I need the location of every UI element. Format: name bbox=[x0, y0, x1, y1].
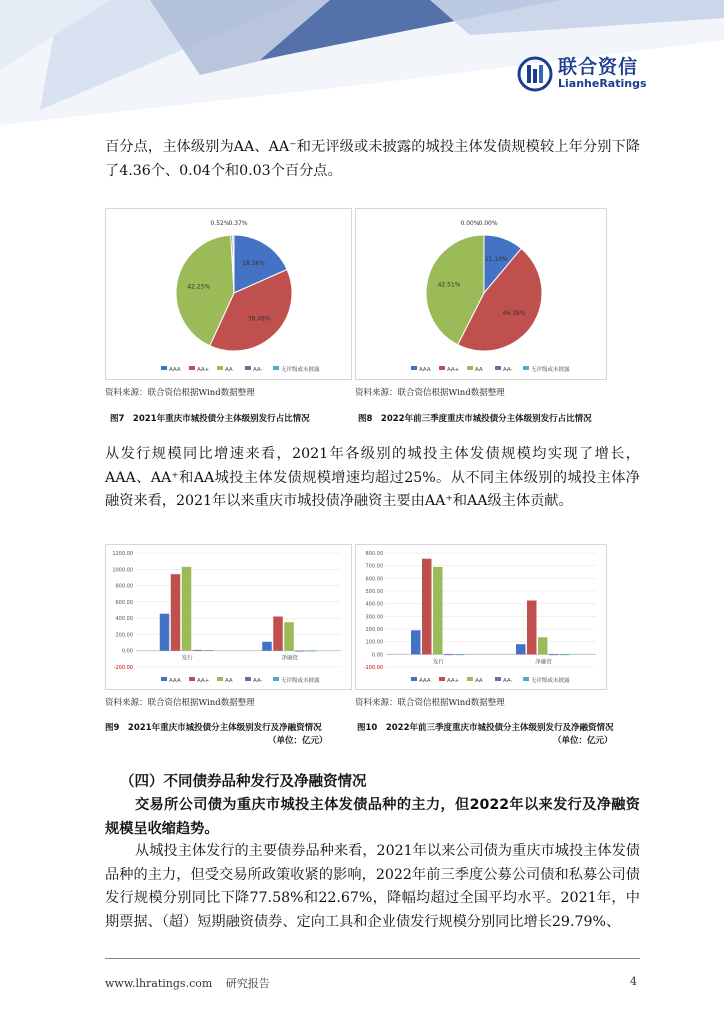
bar-1-4 bbox=[560, 654, 570, 655]
legend-label-2: AA bbox=[475, 678, 483, 684]
bar-1-4 bbox=[306, 651, 316, 652]
pie-label-0: 18.36% bbox=[242, 259, 266, 267]
y-tick-label: -200.00 bbox=[113, 665, 133, 671]
logo-cn-text: 联合资信 bbox=[558, 56, 639, 78]
pie-label-4: 0.00% bbox=[478, 220, 498, 227]
y-tick-label: 300.00 bbox=[365, 614, 383, 621]
y-tick-label: 600.00 bbox=[365, 576, 383, 583]
y-tick-label: 500.00 bbox=[365, 589, 383, 595]
fig9-chart-box bbox=[105, 544, 352, 690]
paragraph-2: 从发行规模同比增速来看，2021年各级别的城投主体发债规模均实现了增长，AAA、AA⁺和AA城投主体发债规模增速均超过25%。从不同主体级别的城投主体净融资来看，2021年以来重庆市城投债净融资主要由AA⁺和AA级主体贡献。 bbox=[105, 446, 640, 509]
footer-left bbox=[105, 975, 270, 991]
y-tick-label: 200.00 bbox=[115, 632, 133, 639]
bar-1-2 bbox=[538, 637, 548, 654]
fig9-source: 资料来源：联合资信根据Wind数据整理 bbox=[105, 698, 255, 708]
fig10-chart-box bbox=[355, 544, 607, 690]
y-tick-label: -100.00 bbox=[363, 665, 383, 671]
x-category-label: 净融资 bbox=[535, 659, 552, 666]
fig8-chart-box bbox=[355, 208, 607, 380]
legend-swatch-3 bbox=[245, 677, 251, 681]
legend-swatch-0 bbox=[161, 366, 167, 370]
y-tick-label: 1200.00 bbox=[112, 551, 133, 557]
fig10-bar-chart bbox=[356, 545, 606, 689]
fig8-pie-chart bbox=[356, 209, 606, 379]
bar-0-3 bbox=[193, 650, 203, 651]
legend-swatch-4 bbox=[523, 677, 529, 681]
pie-label-1: 46.39% bbox=[502, 309, 526, 317]
fig10-source: 资料来源：联合资信根据Wind数据整理 bbox=[355, 698, 505, 708]
legend-label-3: AA- bbox=[253, 367, 263, 373]
bar-0-4 bbox=[204, 650, 214, 651]
paragraph-1: 百分点，主体级别为AA、AA⁻和无评级或未披露的城投主体发债规模较上年分别下降了4.36个、0.04个和0.03个百分点。 bbox=[105, 139, 640, 179]
legend-swatch-0 bbox=[161, 677, 167, 681]
page-number: 4 bbox=[630, 975, 637, 988]
bar-0-3 bbox=[444, 654, 454, 655]
fig8-source: 资料来源：联合资信根据Wind数据整理 bbox=[355, 388, 505, 398]
legend-label-4: 无评级或未披露 bbox=[531, 678, 570, 684]
legend-swatch-2 bbox=[467, 366, 473, 370]
legend-swatch-0 bbox=[411, 366, 417, 370]
pie-label-0: 11.10% bbox=[484, 256, 508, 264]
footer-site: www.lhratings.com bbox=[105, 977, 213, 990]
legend-label-0: AAA bbox=[419, 678, 431, 684]
paragraph-3: 从城投主体发行的主要债券品种来看，2021年以来公司债为重庆市城投主体发债品种的主力，但受交易所政策收紧的影响，2022年前三季度公募公司债和私募公司债发行规模分别同比下降77.58%和22.67%，降幅均超过全国平均水平。2021年，中期票据、（超）短期融资债券、定向工具和企业债发行规模分别同比增长29.79%、 bbox=[105, 843, 640, 930]
bar-1-1 bbox=[527, 601, 537, 655]
fig10-caption: 图10 2022年前三季度重庆市城投债分主体级别发行及净融资情况 bbox=[357, 723, 614, 733]
legend-label-3: AA- bbox=[503, 367, 513, 373]
legend-label-2: AA bbox=[225, 367, 233, 373]
section-heading: （四）不同债券品种发行及净融资情况 bbox=[120, 774, 367, 790]
legend-label-2: AA bbox=[225, 678, 233, 684]
y-tick-label: 200.00 bbox=[365, 627, 383, 633]
legend-label-4: 无评级或未披露 bbox=[281, 367, 320, 373]
brand-logo bbox=[517, 56, 647, 92]
y-tick-label: 1000.00 bbox=[112, 567, 133, 574]
fig7-caption: 图7 2021年重庆市城投债分主体级别发行占比情况 bbox=[110, 414, 310, 424]
pie-label-2: 42.51% bbox=[437, 281, 461, 289]
bar-0-0 bbox=[411, 630, 421, 654]
footer-divider bbox=[105, 958, 640, 959]
pie-label-3: 0.00% bbox=[460, 220, 480, 227]
legend-label-4: 无评级或未披露 bbox=[531, 367, 570, 373]
pie-label-4: 0.37% bbox=[228, 220, 248, 227]
y-tick-label: 600.00 bbox=[115, 599, 133, 606]
pie-label-2: 42.25% bbox=[187, 283, 211, 291]
y-tick-label: 0.00 bbox=[371, 652, 383, 659]
pie-label-3: 0.52% bbox=[210, 220, 230, 227]
legend-swatch-4 bbox=[273, 366, 279, 370]
fig9-unit: （单位：亿元） bbox=[268, 736, 328, 746]
y-tick-label: 400.00 bbox=[115, 616, 133, 623]
legend-swatch-3 bbox=[245, 366, 251, 370]
fig10-unit: （单位：亿元） bbox=[553, 736, 613, 746]
legend-swatch-4 bbox=[273, 677, 279, 681]
bar-0-4 bbox=[455, 654, 465, 655]
legend-label-1: AA+ bbox=[447, 678, 460, 684]
legend-swatch-3 bbox=[495, 366, 501, 370]
bar-0-2 bbox=[182, 567, 192, 651]
fig7-source: 资料来源：联合资信根据Wind数据整理 bbox=[105, 388, 255, 398]
legend-label-3: AA- bbox=[253, 678, 263, 684]
y-tick-label: 800.00 bbox=[115, 583, 133, 590]
bar-0-1 bbox=[422, 559, 432, 655]
bar-1-0 bbox=[262, 642, 272, 651]
legend-swatch-1 bbox=[439, 366, 445, 370]
legend-swatch-1 bbox=[439, 677, 445, 681]
bold-lead-paragraph: 交易所公司债为重庆市城投主体发债品种的主力，但2022年以来发行及净融资规模呈收缩趋势。 bbox=[105, 797, 640, 837]
fig9-bar-chart bbox=[106, 545, 351, 689]
legend-label-0: AAA bbox=[169, 678, 181, 684]
bar-0-1 bbox=[171, 574, 181, 651]
legend-label-1: AA+ bbox=[447, 367, 460, 373]
y-tick-label: 800.00 bbox=[365, 551, 383, 557]
legend-swatch-3 bbox=[495, 677, 501, 681]
bar-1-1 bbox=[273, 617, 283, 651]
legend-label-0: AAA bbox=[419, 367, 431, 373]
legend-swatch-1 bbox=[189, 677, 195, 681]
x-category-label: 净融资 bbox=[281, 655, 299, 662]
legend-swatch-0 bbox=[411, 677, 417, 681]
legend-swatch-2 bbox=[467, 677, 473, 681]
bar-1-3 bbox=[295, 651, 305, 652]
bar-1-0 bbox=[516, 644, 526, 654]
legend-label-1: AA+ bbox=[197, 678, 210, 684]
bar-1-3 bbox=[549, 654, 559, 655]
legend-swatch-2 bbox=[217, 366, 223, 370]
lianhe-logo-icon bbox=[517, 56, 553, 92]
bar-0-2 bbox=[433, 567, 443, 654]
y-tick-label: 700.00 bbox=[365, 563, 383, 570]
fig9-caption: 图9 2021年重庆市城投债分主体级别发行及净融资情况 bbox=[105, 723, 322, 733]
legend-label-0: AAA bbox=[169, 367, 181, 373]
fig7-pie-chart bbox=[106, 209, 351, 379]
legend-label-3: AA- bbox=[503, 678, 513, 684]
legend-label-1: AA+ bbox=[197, 367, 210, 373]
x-category-label: 发行 bbox=[432, 659, 445, 666]
legend-label-2: AA bbox=[475, 367, 483, 373]
legend-label-4: 无评级或未披露 bbox=[281, 678, 320, 684]
footer-label: 研究报告 bbox=[225, 977, 270, 990]
y-tick-label: 100.00 bbox=[365, 639, 383, 646]
logo-en-text: LianheRatings bbox=[558, 77, 647, 90]
pie-label-1: 38.48% bbox=[247, 315, 271, 323]
bar-0-0 bbox=[160, 614, 170, 651]
y-tick-label: 0.00 bbox=[121, 648, 133, 655]
fig7-chart-box bbox=[105, 208, 352, 380]
legend-swatch-1 bbox=[189, 366, 195, 370]
legend-swatch-2 bbox=[217, 677, 223, 681]
x-category-label: 发行 bbox=[181, 655, 193, 662]
bar-1-2 bbox=[284, 622, 294, 651]
legend-swatch-4 bbox=[523, 366, 529, 370]
fig8-caption: 图8 2022年前三季度重庆市城投债分主体级别发行占比情况 bbox=[358, 414, 592, 424]
y-tick-label: 400.00 bbox=[365, 601, 383, 608]
